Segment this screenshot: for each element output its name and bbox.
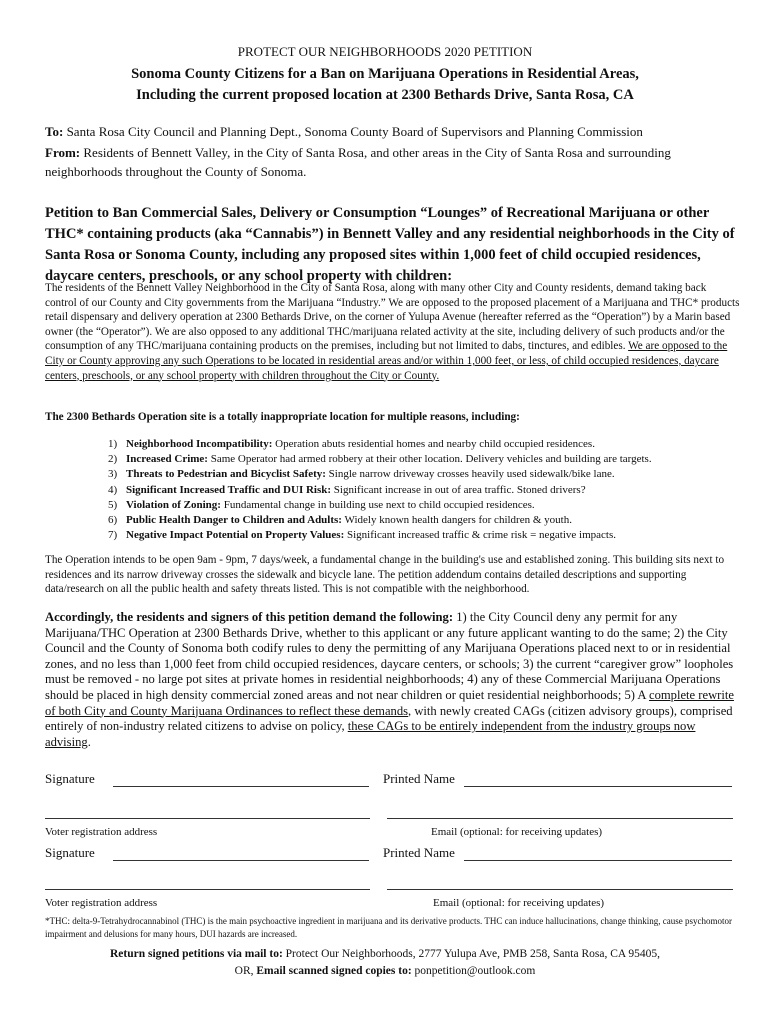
from-line [45,143,735,181]
reasons-list [108,437,738,543]
signature-field-1[interactable] [113,786,369,787]
printed-name-field-1[interactable] [464,786,732,787]
email-field-2[interactable] [387,889,733,890]
reason-text: Significant increased traffic & crime risk = negative impacts. [344,529,616,542]
reason-item [108,528,738,543]
email-label-2: Email (optional: for receiving updates) [433,897,605,909]
reason-number: 4) [108,483,118,496]
return-mail-line [0,946,770,963]
voter-address-field-1[interactable] [45,818,370,819]
signature-field-2[interactable] [113,860,369,861]
reason-title: Violation of Zoning: [126,498,221,511]
reason-number: 6) [108,514,118,527]
to-text: Santa Rosa City Council and Planning Dept., Sonoma County Board of Supervisors and Planning Commission [63,124,643,139]
subtitle-line-1: Sonoma County Citizens for a Ban on Marijuana Operations in Residential Areas, [131,66,639,82]
voter-address-label-1: Voter registration address [45,826,158,838]
reason-text: Significant increase in out of area traffic. Stoned drivers? [331,483,586,496]
reason-title: Neighborhood Incompatibility: [126,438,273,450]
reason-number: 2) [108,453,118,466]
reason-number: 1) [108,438,118,450]
email-field-1[interactable] [387,818,733,819]
return-email-line [0,963,770,980]
reason-text: Widely known health dangers for children & youth. [341,514,572,527]
demand-text-1: 1) the City Council deny any permit for any Marijuana/THC Operation at 2300 Bethards Drive, whether to this applicant or any future applicant wanting to do the same; 2) the City Council and the County of Sonoma both codify rules to deny the permitting of any Marijuana Operations placed next to or in residential zones, and no less than 1,000 feet from child occupied residences, daycare centers, or schools; 3) the current “caregiver grow” loopholes must be removed - no large pot sites at private homes in residential neighborhoods; 4) any of these Commercial Marijuana Operations should be placed in high density commercial zoned areas and not near children or quiet residential neighborhoods; 5) A [45,610,734,702]
reason-text: Same Operator had armed robbery at their other location. Delivery vehicles and building are targets. [207,453,652,466]
reason-title: Threats to Pedestrian and Bicyclist Safety: [126,468,326,481]
demand-text-2: , with newly created CAGs (citizen advisory groups), comprised entirely of non-industry related citizens to advise on policy, [45,703,733,734]
return-instructions [0,946,770,980]
reason-title: Increased Crime: [126,453,208,466]
signature-label-1: Signature [45,771,95,786]
reason-text: Operation abuts residential homes and nearby child occupied residences. [272,438,595,450]
page-heading: PROTECT OUR NEIGHBORHOODS 2020 PETITION [237,44,533,59]
from-text: Residents of Bennett Valley, in the City of Santa Rosa, and other areas in the City of Santa Rosa and surrounding neighborhoods throughout the County of Sonoma. [45,145,671,179]
return-or-text: OR, [234,965,257,977]
voter-address-label-2: Voter registration address [45,897,158,909]
reason-item [108,513,738,528]
operation-note: The Operation intends to be open 9am - 9pm, 7 days/week, a fundamental change in the building's use and established zoning. This building sits next to residences and its narrow driveway crosses the sidewalk and bicycle lane. The petition addendum contains detailed descriptions and supporting data/research on all the public health and safety threats listed. This is not compatible with the neighborhood. [45,554,725,596]
demand-text-3: . [87,734,91,749]
petition-intro-text: The residents of the Bennett Valley Neighborhood in the City of Santa Rosa, along with many other City and County residents, demand taking back control of our County and City governments from the Marijuana “Industry.” We are opposed to the proposed placement of a Marijuana and THC* products retail dispensary and delivery operation at 2300 Bethards Drive, on the corner of Yulupa Avenue (hereafter referred as the “Operation”) by a Marin based owner (the “Operator”). We are also opposed to any additional THC/marijuana related activity at the site, including delivery of such products and/or the consumption of any THC/marijuana containing products on the premises, including but not limited to dabs, tinctures, and edibles. [45,282,740,353]
reason-item [108,452,738,467]
reason-title: Negative Impact Potential on Property Values: [126,529,345,542]
petition-intro [45,281,740,383]
reason-item [108,437,738,452]
reason-item [108,467,738,482]
return-mail-address: Protect Our Neighborhoods, 2777 Yulupa Ave, PMB 258, Santa Rosa, CA 95405, [282,948,661,960]
reason-text: Single narrow driveway crosses heavily used sidewalk/bike lane. [325,468,615,481]
demand-paragraph [45,610,735,750]
signature-label-2: Signature [45,845,95,860]
reason-number: 3) [108,468,118,481]
reason-item [108,498,738,513]
petition-intro-underlined: We are opposed to the City or County approving any such Operations to be located in residential areas and/or within 1,000 feet, or less, of child occupied residences, daycare centers, preschools, or any school property with children throughout the City or County. [45,340,728,382]
petition-title: Petition to Ban Commercial Sales, Delivery or Consumption “Lounges” of Recreational Marijuana or other THC* containing products (aka “Cannabis”) in Bennett Valley and any residential neighborhoods in the City of Santa Rosa or Sonoma County, including any proposed sites within 1,000 feet of child occupied residences, daycare centers, preschools, or any school property with children: [45,205,735,284]
demand-lead: Accordingly, the residents and signers of this petition demand the following: [45,610,454,624]
subtitle-line-2: Including the current proposed location at 2300 Bethards Drive, Santa Rosa, CA [136,87,634,103]
reason-text: Fundamental change in building use next to child occupied residences. [220,498,535,511]
voter-address-field-2[interactable] [45,889,370,890]
printed-name-label-2: Printed Name [383,845,455,860]
reasons-lead [45,411,735,423]
to-line [45,124,735,140]
thc-footnote: *THC: delta-9-Tetrahydrocannabinol (THC) is the main psychoactive ingredient in marijuana and its derivative products. THC can induce hallucinations, change thinking, cause psychomotor impairment and delusions for many hours, DUI hazards are increased. [45,916,733,939]
printed-name-label-1: Printed Name [383,771,455,786]
demand-underline-2: these CAGs to be entirely independent from the industry groups now advising [45,719,696,749]
return-email-address: ponpetition@outlook.com [411,965,536,977]
reason-title: Significant Increased Traffic and DUI Risk: [126,483,332,496]
email-label-1: Email (optional: for receiving updates) [431,826,603,838]
reasons-lead-text: The 2300 Bethards Operation site is a totally inappropriate location for multiple reasons, including: [45,411,520,423]
reason-title: Public Health Danger to Children and Adults: [126,514,342,527]
reason-number: 7) [108,529,118,542]
return-mail-label: Return signed petitions via mail to: [109,948,283,960]
reason-item [108,483,738,498]
reason-number: 5) [108,498,118,511]
printed-name-field-2[interactable] [464,860,732,861]
return-email-label: Email scanned signed copies to: [256,965,412,977]
from-label: From: [45,145,81,160]
to-label: To: [45,124,64,139]
demand-underline-1: complete rewrite of both City and County Marijuana Ordinances to reflect these demands [45,687,734,718]
